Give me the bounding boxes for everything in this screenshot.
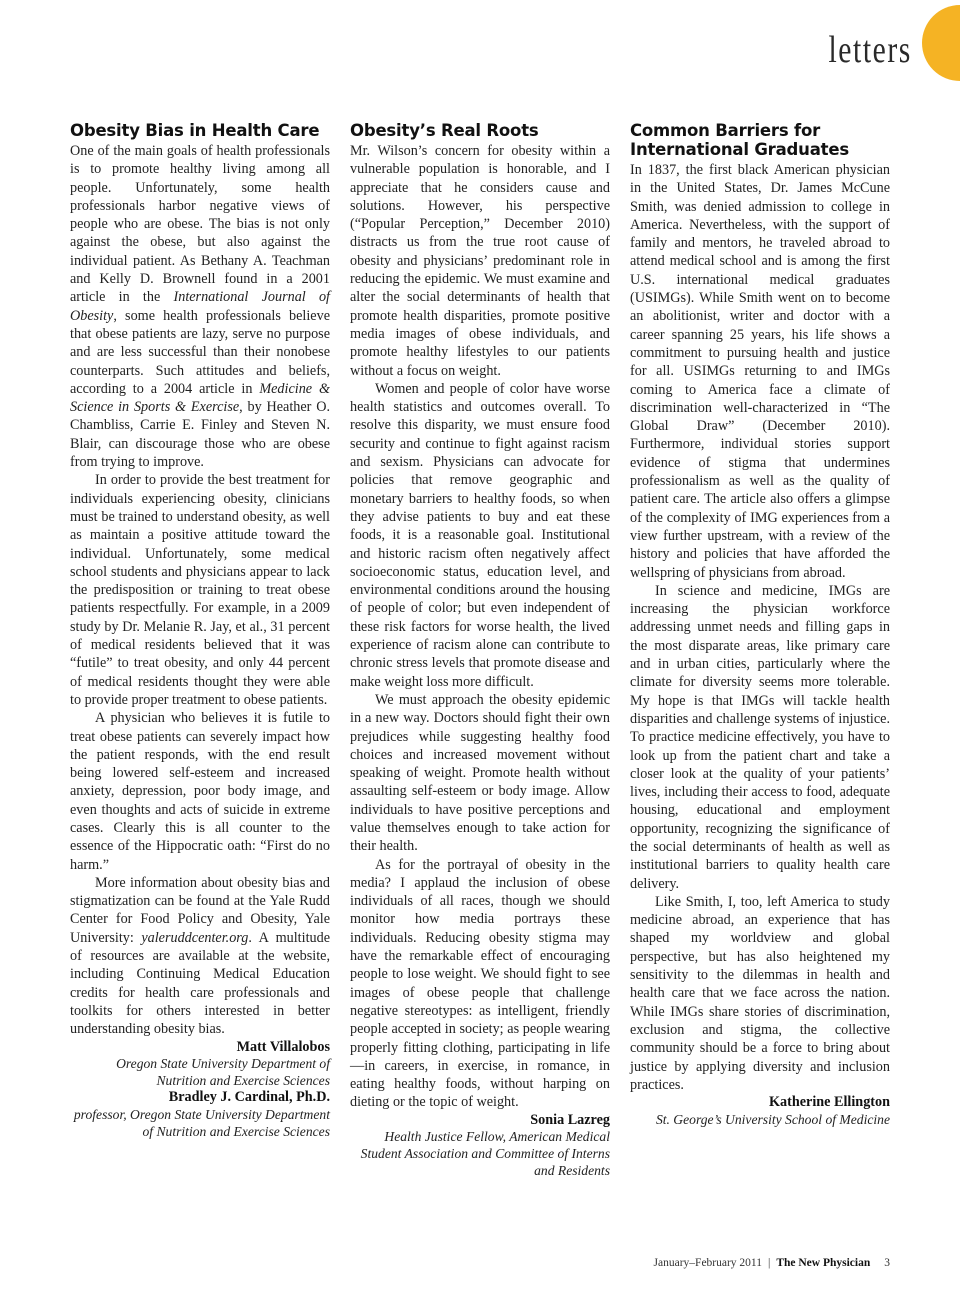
signature-name: Sonia Lazreg bbox=[530, 1111, 610, 1128]
letter-headline: Obesity Bias in Health Care bbox=[70, 121, 320, 140]
text-run: In order to provide the best treatment for individuals experiencing obesity, clinicians must be trained to understand obesity, as well as maintain a positive attitude toward the individual. Unfortunately, some medical school students and physicians appear to lack the predisposition or training to treat obese patients respectfully. For example, in a 2009 study by Dr. Melanie R. Jay, et al., 31 percent of medical residents believed that it was “futile” to treat obesity, and only 44 percent of medical residents thought they were able to provide proper treatment to obese patients. bbox=[70, 472, 330, 708]
page-footer bbox=[654, 1257, 890, 1269]
letter-headline: Common Barriers for International Graduates bbox=[630, 121, 849, 159]
letter-paragraph bbox=[630, 582, 890, 893]
italic-text-run: International Journal of Obesity bbox=[70, 289, 330, 324]
magazine-name: The New Physician bbox=[776, 1257, 871, 1269]
letter-column bbox=[630, 121, 890, 1128]
text-run: One of the main goals of health professionals is to promote healthy living among all people. Unfortunately, some health professionals harbor negative views of people who are obese. The bias is not only against the obese, but also against the individual patient. As Bethany A. Teachman and Kelly D. Brownell found in a 2001 article in the bbox=[70, 143, 330, 306]
italic-text-run: Medicine & Science in Sports & Exercise bbox=[70, 380, 330, 416]
issue-date: January–February 2011 bbox=[653, 1257, 763, 1269]
letter-column bbox=[70, 121, 330, 1140]
signature-name: Katherine Ellington bbox=[769, 1094, 890, 1111]
letter-paragraph bbox=[350, 691, 610, 856]
text-run: In science and medicine, IMGs are increasing the physician workforce addressing unmet needs and filling gaps in the most disparate areas, like primary care and in urban cities, particularly where the climate for diversity seems more tolerable. My hope is that IMGs will tackle health disparities and challenge systems of injustice. To practice medicine effectively, you have to look up from the patient chart and take a closer look at the quality of your patients’ lives, including their access to food, adequate housing, educational and employment opportunity, recognizing the significance of the social determinants of health as well as institutional barriers to quality health care delivery. bbox=[630, 582, 890, 892]
signature-affiliation: professor, Oregon State University Department of Nutrition and Exercise Sciences bbox=[73, 1106, 330, 1139]
italic-text-run: yaleruddcenter.org bbox=[141, 929, 249, 946]
letter-paragraph bbox=[350, 142, 610, 380]
text-run: , by Heather O. Chambliss, Carrie E. Finley and Steven N. Blair, can discourage those who are obese from trying to improve. bbox=[70, 399, 330, 471]
signature-affiliation: St. George’s University School of Medicine bbox=[655, 1111, 890, 1127]
signature-affiliation: Health Justice Fellow, American Medical Student Association and Committee of Interns and Residents bbox=[360, 1129, 610, 1178]
text-run: We must approach the obesity epidemic in a new way. Doctors should fight their own prejudices while suggesting healthy food choices and increased movement without speaking of weight. Promote health without assaulting self-esteem or body image. Allow individuals to have positive perceptions and value themselves enough to take action for their health. bbox=[350, 691, 610, 855]
section-title: letters bbox=[828, 29, 912, 71]
letter-paragraph bbox=[350, 856, 610, 1112]
text-run: A physician who believes it is futile to treat obese patients can severely impact how the patient responds, with the end result being lowered self-esteem and increased anxiety, depression, poor body image, and even thoughts and acts of suicide in extreme cases. Clearly this is all counter to the essence of the Hippocratic oath: “First do no harm.” bbox=[70, 710, 330, 873]
text-run: As for the portrayal of obesity in the media? I applaud the inclusion of obese individuals of all races, though we should monitor how media portrays these individuals. Reducing obesity stigma may have the remarkable effect of encouraging people to lose weight. We should fight to see images of obese people that challenge negative stereotypes: as intelligent, friendly people accepted in society; as people wearing properly fitting clothing, participating in life—in careers, in exercise, in romance, in eating healthy foods, without harping on dieting or the topic of weight. bbox=[350, 856, 610, 1111]
text-run: In 1837, the first black American physician in the United States, Dr. James McCune Smith, was denied admission to college in America. Nevertheless, with the support of family and mentors, he traveled abroad to attend medical school and is among the first U.S. international medical graduates (USIMGs). While Smith went on to become an abolitionist, writer and doctor with a career spanning 25 years, his life shows a commitment to pursuing health and justice for all. USIMGs returning to and IMGs coming to America face a climate of discrimination well-characterized in “The Global Draw” (December 2010). Furthermore, individual stories support evidence of stigma that undermines professionalism as well as the quality of patient care. The article also offers a glimpse of the complexity of IMG experiences from a view further upstream, with a review of the history and policies that have afforded the wellspring of physicians from abroad. bbox=[630, 162, 890, 581]
text-run: , some health professionals believe that obese patients are lazy, serve no purpose and are less successful than their nonobese counterparts. Such attitudes and beliefs, according to a 2004 article in bbox=[70, 307, 330, 397]
signature-affiliation: Oregon State University Department of Nutrition and Exercise Sciences bbox=[116, 1056, 330, 1088]
text-run: More information about obesity bias and stigmatization can be found at the Yale Rudd Center for Food Policy and Obesity, Yale University: bbox=[70, 874, 330, 946]
text-run: Like Smith, I, too, left America to study medicine abroad, an experience that has shaped my worldview and global perspective, but has also heightened my sensitivity to the dilemmas in health and health care that we face across the nation. While IMGs share stories of discrimination, exclusion and stigma, the collective community should be a force to bring about justice by applying diversity and inclusion practices. bbox=[630, 893, 890, 1093]
text-run: . A multitude of resources are available at the website, including Continuing Medical Education credits for health care professionals and toolkits for others interested in better understanding obesity bias. bbox=[70, 929, 330, 1038]
letter-paragraph bbox=[70, 874, 330, 1039]
letter-paragraph bbox=[630, 161, 890, 582]
letter-paragraph bbox=[350, 380, 610, 691]
section-corner-tab bbox=[922, 5, 960, 81]
text-run: Mr. Wilson’s concern for obesity within a vulnerable population is honorable, and I appreciate that he considers cause and solutions. However, his perspective (“Popular Perception,” December 2010) distracts us from the true root cause of obesity and physicians’ predominant role in reducing the epidemic. We must examine and alter the social determinants of health that promote health disparities, promote positive media images of obese individuals, and promote healthy lifestyles to our patients without a focus on weight. bbox=[350, 143, 610, 379]
signature-name: Bradley J. Cardinal, Ph.D. bbox=[168, 1089, 330, 1106]
page-number: 3 bbox=[884, 1257, 890, 1269]
letter-paragraph bbox=[70, 142, 330, 471]
letter-paragraph bbox=[70, 709, 330, 874]
letter-headline: Obesity’s Real Roots bbox=[350, 121, 539, 140]
footer-separator: | bbox=[768, 1257, 771, 1269]
letter-paragraph bbox=[70, 471, 330, 709]
letter-paragraph bbox=[630, 893, 890, 1094]
letter-column bbox=[350, 121, 610, 1179]
text-run: Women and people of color have worse health statistics and outcomes overall. To resolve this disparity, we must ensure food security and continue to fight against racism and sexism. Physicians can advocate for policies that remove geographic and monetary barriers to healthy foods, so when they advise patients to buy and eat these foods, it is a reasonable goal. Institutional and historic racism often negatively affect socioeconomic status, education level, and environmental conditions around the housing of people of color; but even independent of these risk factors for worse health, the lived experience of racism alone can contribute to chronic stress levels that promote disease and make weight loss more difficult. bbox=[350, 380, 610, 690]
signature-name: Matt Villalobos bbox=[236, 1038, 330, 1055]
